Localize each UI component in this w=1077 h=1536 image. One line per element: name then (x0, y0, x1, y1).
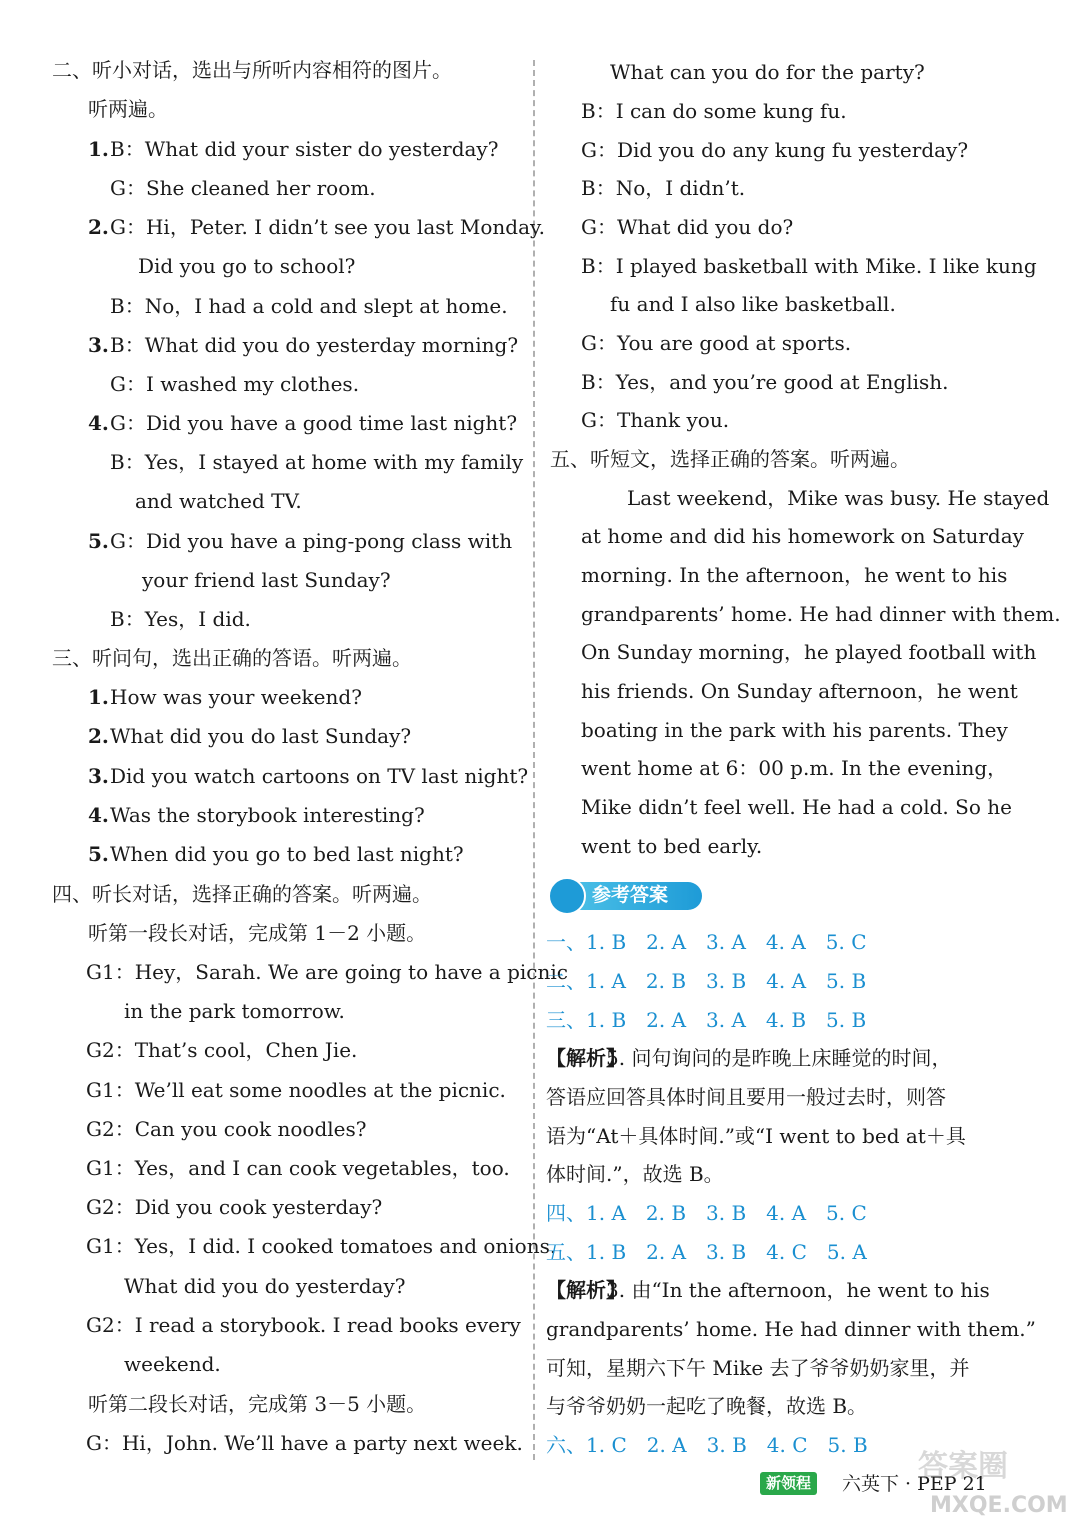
question-line: What did you do last Sunday? (110, 724, 412, 748)
item-number: 5. (88, 529, 109, 553)
passage-line: On Sunday morning，he played football with (581, 640, 1037, 664)
explanation-line: 可知，星期六下午 Mike 去了爷爷奶奶家里，并 (546, 1356, 970, 1380)
item-number: 4. (88, 803, 109, 827)
dialogue-line: and watched TV. (135, 489, 302, 513)
question-line: When did you go to bed last night? (110, 842, 464, 866)
dialogue-line: G1：Hey，Sarah. We are going to have a picnic (86, 960, 568, 984)
dialogue-line: B：Yes，I stayed at home with my family (110, 450, 524, 474)
dialogue-line: G：Did you do any kung fu yesterday? (581, 138, 969, 162)
dialogue-line: G：You are good at sports. (581, 331, 852, 355)
dialogue-line: G2：I read a storybook. I read books every (86, 1313, 521, 1337)
dialogue-line: G2：Can you cook noodles? (86, 1117, 367, 1141)
dialogue-line: G2：That’s cool，Chen Jie. (86, 1038, 358, 1062)
item-number: 4. (88, 411, 109, 435)
section-2-title: 二、听小对话，选出与所听内容相符的图片。 (52, 58, 452, 82)
dialogue-line: B：No，I didn’t. (581, 176, 746, 200)
section-2-times: 听两遍。 (88, 97, 168, 121)
answer-row: 六、1. C 2. A 3. B 4. C 5. B (546, 1433, 868, 1457)
item-number: 2. (88, 215, 109, 239)
passage-line: boating in the park with his parents. They (581, 718, 1008, 742)
dialogue-line: your friend last Sunday? (142, 568, 391, 592)
dialogue-line: B：What did your sister do yesterday? (110, 137, 499, 161)
dialogue-line: G：Did you have a good time last night? (110, 411, 518, 435)
page-footer: 六英下 · PEP 21 (842, 1473, 987, 1495)
dialogue-line: B：What did you do yesterday morning? (110, 333, 519, 357)
passage-line: Mike didn’t feel well. He had a cold. So he (581, 795, 1012, 819)
section-4-part-2: 听第二段长对话，完成第 3－5 小题。 (88, 1392, 427, 1416)
answers-header-label: 参考答案 (592, 884, 669, 906)
dialogue-line: G：Did you have a ping-pong class with (110, 529, 513, 553)
explanation-line: 答语应回答具体时间且要用一般过去时，则答 (546, 1085, 946, 1109)
dialogue-line: G：Hi，Peter. I didn’t see you last Monday. (110, 215, 546, 239)
passage-line: Last weekend，Mike was busy. He stayed (627, 486, 1050, 510)
answer-row: 二、1. A 2. B 3. B 4. A 5. B (546, 969, 867, 993)
explanation-line: 体时间.”，故选 B。 (546, 1162, 724, 1186)
dialogue-line: fu and I also like basketball. (610, 292, 896, 316)
answer-row: 五、1. B 2. A 3. B 4. C 5. A (546, 1240, 867, 1264)
passage-line: grandparents’ home. He had dinner with them. (581, 602, 1061, 626)
explanation-line: 与爷爷奶奶一起吃了晚餐，故选 B。 (546, 1394, 868, 1418)
dialogue-line: G：I washed my clothes. (110, 372, 360, 396)
question-line: Did you watch cartoons on TV last night? (110, 764, 529, 788)
dialogue-line: B：I played basketball with Mike. I like kung (581, 254, 1037, 278)
dialogue-line: B：No，I had a cold and slept at home. (110, 294, 508, 318)
explanation-label: 【解析】 (546, 1278, 626, 1302)
explanation-line: 3. 由“In the afternoon，he went to his (606, 1278, 990, 1302)
dialogue-line: What did you do yesterday? (124, 1274, 406, 1298)
answer-row: 四、1. A 2. B 3. B 4. A 5. C (546, 1201, 867, 1225)
dialogue-line: G1：We’ll eat some noodles at the picnic. (86, 1078, 506, 1102)
item-number: 1. (88, 685, 109, 709)
dialogue-line: G：Thank you. (581, 408, 730, 432)
book-icon (548, 877, 586, 915)
passage-line: went home at 6：00 p.m. In the evening， (581, 756, 1008, 780)
passage-line: at home and did his homework on Saturday (581, 524, 1024, 548)
question-line: Was the storybook interesting? (110, 803, 425, 827)
watermark-logo: 答案圈 (918, 1449, 1008, 1484)
explanation-line: 5. 问句询问的是昨晚上床睡觉的时间， (606, 1046, 952, 1070)
question-line: How was your weekend? (110, 685, 362, 709)
explanation-line: grandparents’ home. He had dinner with them.” (546, 1317, 1036, 1341)
dialogue-line: weekend. (124, 1352, 221, 1376)
dialogue-line: G1：Yes，and I can cook vegetables，too. (86, 1156, 510, 1180)
dialogue-line: G2：Did you cook yesterday? (86, 1195, 383, 1219)
watermark-url: MXQE.COM (930, 1493, 1068, 1518)
answer-row: 一、1. B 2. A 3. A 4. A 5. C (546, 930, 867, 954)
item-number: 3. (88, 764, 109, 788)
passage-line: his friends. On Sunday afternoon，he went (581, 679, 1018, 703)
item-number: 3. (88, 333, 109, 357)
item-number: 1. (88, 137, 109, 161)
explanation-label: 【解析】 (546, 1046, 626, 1070)
passage-line: went to bed early. (581, 834, 763, 858)
dialogue-line: in the park tomorrow. (124, 999, 345, 1023)
dialogue-line: G：Hi，John. We’ll have a party next week. (86, 1431, 523, 1455)
section-5-title: 五、听短文，选择正确的答案。听两遍。 (550, 447, 910, 471)
brand-badge: 新领程 (760, 1472, 817, 1495)
dialogue-line: G：What did you do? (581, 215, 794, 239)
section-4-title: 四、听长对话，选择正确的答案。听两遍。 (52, 882, 432, 906)
answers-header-badge (548, 877, 708, 915)
explanation-line: 语为“At＋具体时间.”或“I went to bed at＋具 (546, 1124, 966, 1148)
dialogue-line: Did you go to school? (138, 254, 356, 278)
dialogue-line: G：She cleaned her room. (110, 176, 376, 200)
dialogue-line: B：Yes，I did. (110, 607, 251, 631)
item-number: 5. (88, 842, 109, 866)
item-number: 2. (88, 724, 109, 748)
section-3-title: 三、听问句，选出正确的答语。听两遍。 (52, 646, 412, 670)
dialogue-line: B：I can do some kung fu. (581, 99, 847, 123)
dialogue-line: G1：Yes，I did. I cooked tomatoes and onions. (86, 1234, 557, 1258)
dialogue-line: B：Yes，and you’re good at English. (581, 370, 949, 394)
passage-line: morning. In the afternoon，he went to his (581, 563, 1008, 587)
section-4-part-1: 听第一段长对话，完成第 1－2 小题。 (88, 921, 427, 945)
dialogue-line: What can you do for the party? (610, 60, 925, 84)
answer-row: 三、1. B 2. A 3. A 4. B 5. B (546, 1008, 867, 1032)
